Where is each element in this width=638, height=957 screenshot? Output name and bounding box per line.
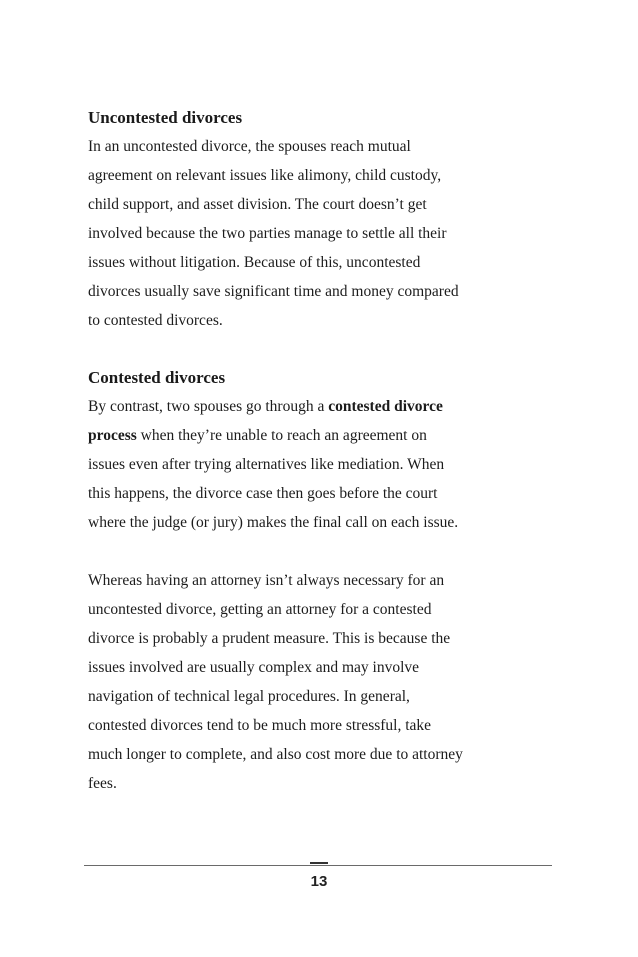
text-fragment: By contrast, two spouses go through a <box>88 398 329 415</box>
text-line: to contested divorces. <box>88 312 223 329</box>
text-line: where the judge (or jury) makes the final call on each issue. <box>88 514 459 531</box>
text-line: Whereas having an attorney isn’t always necessary for an <box>88 572 445 589</box>
section-heading-contested: Contested divorces <box>88 368 226 387</box>
text-line: agreement on relevant issues like alimony, child custody, <box>88 167 442 184</box>
section-heading-uncontested: Uncontested divorces <box>88 108 243 127</box>
spacer <box>88 335 558 364</box>
paragraph-uncontested <box>88 132 558 335</box>
text-line: issues involved are usually complex and may involve <box>88 659 420 676</box>
text-line: In an uncontested divorce, the spouses reach mutual <box>88 138 411 155</box>
text-line: divorces usually save significant time and money compared <box>88 283 459 300</box>
text-line: navigation of technical legal procedures. In general, <box>88 688 410 705</box>
page-number: 13 <box>310 873 328 890</box>
paragraph-contested <box>88 392 558 537</box>
spacer <box>88 537 558 566</box>
footer-divider <box>84 865 552 866</box>
text-line <box>88 421 558 450</box>
text-line: this happens, the divorce case then goes before the court <box>88 485 438 502</box>
paragraph-attorney <box>88 566 558 798</box>
text-line: uncontested divorce, getting an attorney for a contested <box>88 601 432 618</box>
text-line: divorce is probably a prudent measure. This is because the <box>88 630 451 647</box>
text-line: much longer to complete, and also cost more due to attorney <box>88 746 463 763</box>
text-line: issues without litigation. Because of this, uncontested <box>88 254 421 271</box>
text-fragment: when they’re unable to reach an agreement on <box>136 427 427 444</box>
text-line: fees. <box>88 775 117 792</box>
bold-term: process <box>88 427 137 444</box>
page-content <box>88 104 558 798</box>
text-line: involved because the two parties manage to settle all their <box>88 225 447 242</box>
footer-page-marker <box>310 862 328 864</box>
text-line: contested divorces tend to be much more stressful, take <box>88 717 432 734</box>
text-line: child support, and asset division. The court doesn’t get <box>88 196 427 213</box>
bold-term: contested divorce <box>328 398 443 415</box>
text-line: issues even after trying alternatives like mediation. When <box>88 456 445 473</box>
text-line <box>88 392 558 421</box>
